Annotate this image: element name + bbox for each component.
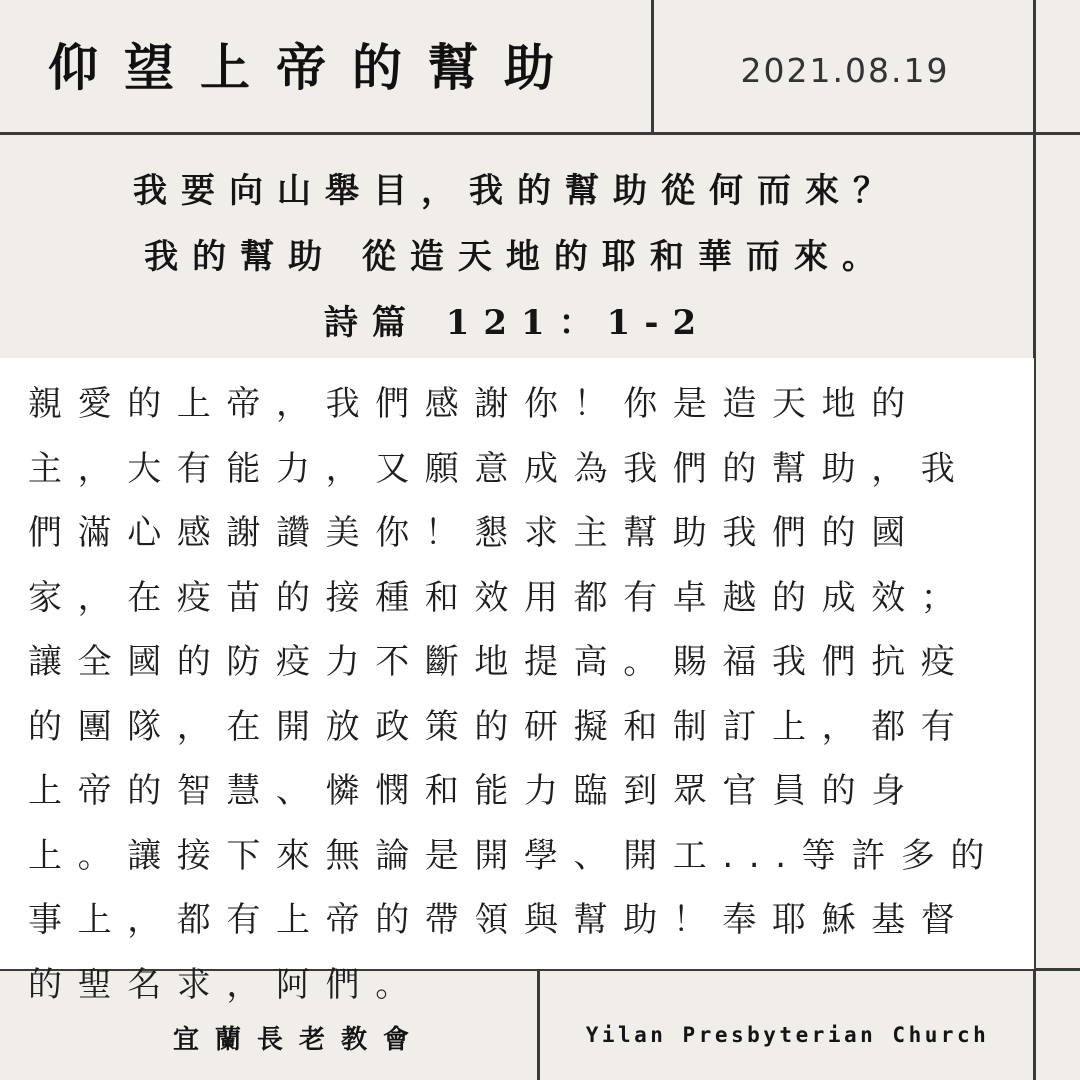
- verse-reference: 詩篇 121：1-2: [323, 303, 711, 343]
- page-title: 仰望上帝的幫助: [48, 38, 580, 97]
- prayer-panel: [0, 358, 1034, 1005]
- header-divider-line: [651, 0, 654, 134]
- header-bottom-line: [0, 132, 1080, 135]
- church-name-chinese: 宜蘭長老教會: [172, 1025, 425, 1055]
- church-name-english: Yilan Presbyterian Church: [585, 1023, 990, 1047]
- verse-line-2: 我的幫助 從造天地的耶和華而來。: [144, 237, 890, 277]
- verse-line-1: 我要向山舉目，我的幫助從何而來？: [133, 171, 901, 211]
- prayer-text: 親愛的上帝，我們感謝你！你是造天地的主，大有能力，又願意成為我們的幫助，我們滿心感謝讚美你！懇求主幫助我們的國家，在疫苗的接種和效用都有卓越的成效；讓全國的防疫力不斷地提高。賜福我們抗疫的團隊，在開放政策的研擬和制訂上，都有上帝的智慧、憐憫和能力臨到眾官員的身上。讓接下來無論是開學、開工...等許多的事上，都有上帝的帶領與幫助！奉耶穌基督的聖名求，阿們。: [28, 384, 1001, 1005]
- date-label: 2021.08.19: [740, 51, 950, 90]
- scripture-verse: [0, 136, 1034, 358]
